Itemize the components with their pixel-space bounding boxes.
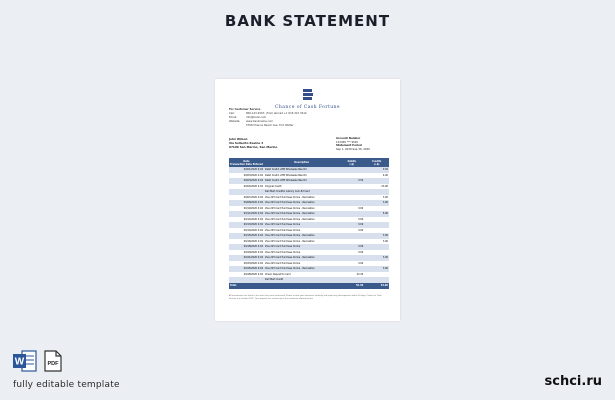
cell-debit: 3.00 — [339, 217, 364, 223]
pdf-file-icon — [43, 350, 63, 372]
customer-row: 5768 Chance Reach Ave, Fort Walter — [246, 124, 294, 127]
cell-credit: 3.50 — [364, 167, 389, 173]
cell-date: 09/03/2020 4:04 — [229, 178, 264, 184]
format-icons — [13, 350, 63, 372]
cell-description: Original Credit — [264, 184, 340, 190]
total-row — [229, 283, 389, 289]
statement-period-label: Statement Period — [336, 144, 362, 148]
cell-description: Check Deposit to Card — [264, 272, 340, 278]
total-credit: 54.00 — [364, 283, 389, 289]
page-title: BANK STATEMENT — [224, 12, 391, 30]
header-debits: Debits (-$) — [339, 158, 364, 167]
cell-description: Visa 225 Card Purchase Online - Recreation — [264, 206, 340, 212]
customer-service-block — [229, 108, 307, 128]
cell-description: Dell Mart Credit — [264, 277, 340, 283]
customer-row: Call: 800-123-4567, (from abroad +1 616 321 3214 — [229, 112, 307, 115]
transactions-table — [229, 158, 389, 289]
cell-description: Visa 225 Card Purchase Online - Recreation — [264, 217, 340, 223]
cell-description: Visa 225 Card Purchase Online - Recreation — [264, 266, 340, 272]
cell-credit: 3.00 — [364, 233, 389, 239]
cell-debit: 22.30 — [339, 272, 364, 278]
cell-date: 09/11/2020 4:04 — [229, 211, 264, 217]
header-credits: Credits (+$) — [364, 158, 389, 167]
cell-description: Visa 225 Card Purchase Online - Recreation — [264, 200, 340, 206]
account-address-line2: 07100 San Marino, San Marino — [229, 145, 278, 150]
cell-date: 09/16/2020 4:04 — [229, 239, 264, 245]
total-debit: 52.30 — [339, 283, 364, 289]
account-address-line1: Via Sollecito Ravine 3 — [229, 141, 264, 146]
cell-description: Debit Credit -ATM Wholesale Bee Rd — [264, 173, 340, 179]
cell-date: 09/14/2020 4:04 — [229, 228, 264, 234]
cell-date: 09/23/2020 4:04 — [229, 261, 264, 267]
cell-debit: 3.00 — [339, 228, 364, 234]
account-holder-block — [229, 137, 277, 150]
cell-debit: 3.00 — [339, 250, 364, 256]
word-badge: W — [14, 356, 25, 368]
cell-date: 09/20/2020 4:04 — [229, 250, 264, 256]
cell-date: 09/03/2020 4:04 — [229, 173, 264, 179]
site-watermark: schci.ru — [544, 374, 602, 389]
cell-description: Visa 225 Card Purchase Online - Recreation — [264, 255, 340, 261]
cell-description: Visa 225 Card Purchase Online — [264, 222, 340, 228]
cell-credit: 4.00 — [364, 173, 389, 179]
cell-description: Debit Credit -ATM Wholesale Bee Rd — [264, 178, 340, 184]
cell-date: 09/25/2020 4:04 — [229, 266, 264, 272]
customer-row: Email: info@bank.com — [229, 116, 267, 119]
bank-logo — [215, 85, 400, 110]
cell-date: 09/13/2020 4:04 — [229, 222, 264, 228]
bank-name: Chance of Cash Fortune — [274, 105, 341, 110]
cell-description: Visa 225 Card Purchase Online — [264, 228, 340, 234]
cell-debit: 3.00 — [339, 244, 364, 250]
cell-date: 09/28/2020 4:04 — [229, 272, 264, 278]
cell-credit: 5.00 — [364, 211, 389, 217]
total-label: Total — [229, 283, 264, 289]
cell-date: 09/18/2020 4:04 — [229, 244, 264, 250]
cell-debit: 3.50 — [339, 178, 364, 184]
header-date: Date Transaction Date Entered — [230, 159, 263, 166]
customer-service-heading: For Customer Service — [229, 108, 261, 111]
account-number-label: Account Number — [336, 137, 361, 140]
cell-credit: 3.00 — [364, 255, 389, 261]
cell-description: Visa 225 Card Purchase Online — [264, 261, 340, 267]
statement-period-value: Sep 1, 2020-Sep 30, 2020 — [336, 147, 370, 151]
cell-description: Visa 225 Card Purchase Online — [264, 250, 340, 256]
cell-credit: 23.00 — [364, 184, 389, 190]
statement-preview — [215, 79, 400, 321]
cell-credit: 3.00 — [364, 239, 389, 245]
cell-credit: 3.00 — [364, 195, 389, 201]
cell-credit: 3.00 — [364, 200, 389, 206]
cell-debit: 3.00 — [339, 222, 364, 228]
cell-description: Visa 225 Card Purchase Online - Recreation — [264, 233, 340, 239]
cell-date: 09/21/2020 4:04 — [229, 255, 264, 261]
pdf-badge: PDF — [47, 361, 59, 367]
customer-row: Website: www.bankname.com — [229, 120, 274, 123]
cell-date: 09/12/2020 4:04 — [229, 217, 264, 223]
cell-date: 09/08/2020 4:04 — [229, 200, 264, 206]
bank-logo-icon — [301, 89, 315, 100]
word-file-icon — [13, 350, 37, 372]
cell-date: 09/01/2020 4:04 — [229, 167, 264, 173]
cell-credit: 3.00 — [364, 266, 389, 272]
header-description: Description — [264, 158, 340, 167]
cell-date: 09/10/2020 4:04 — [229, 206, 264, 212]
cell-description: Visa 225 Card Purchase Online - Recreation — [264, 211, 340, 217]
transactions-body — [229, 167, 389, 283]
cell-description: Debit Credit -ATM Wholesale Bee Rd — [264, 167, 340, 173]
cell-description: Visa 225 Card Purchase Online - Recreation — [264, 195, 340, 201]
cell-date: 09/04/2020 4:04 — [229, 184, 264, 190]
cell-debit: 3.00 — [339, 261, 364, 267]
account-number-value: 123456 *** 9520 — [336, 140, 359, 144]
table-header-row — [229, 158, 389, 167]
account-holder-name: John Wilson — [229, 137, 248, 141]
cell-description: Visa 225 Card Purchase Online — [264, 244, 340, 250]
cell-description: Visa 225 Card Purchase Online - Recreation — [264, 239, 340, 245]
cell-date: 09/15/2020 4:04 — [229, 233, 264, 239]
cell-description: Dell Mart Creditor Library Coin-Ed Card — [264, 189, 340, 195]
cell-debit: 3.00 — [339, 206, 364, 212]
statement-footnote: All transactions are listed in the order they were processed. Please review your statement carefully and report any discrepancies within 30 days. Chance of Cash Fortune is a member FDIC. Your deposits are insured up to the maximum allowed by law. — [229, 295, 382, 300]
template-tagline: fully editable template — [13, 380, 120, 390]
account-info-block — [336, 137, 370, 151]
cell-date: 09/07/2020 4:04 — [229, 195, 264, 201]
